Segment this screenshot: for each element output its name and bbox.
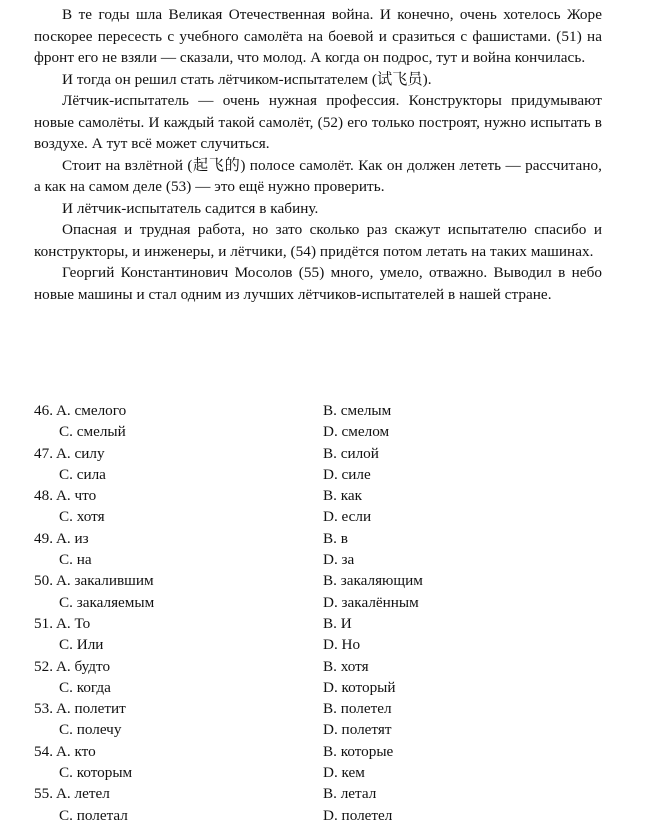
passage-paragraph: Лётчик-испытатель — очень нужная профессия. Конструкторы придумывают новые самолёты. И каждый такой самолёт, (52) его только построят, нужно испытать в воздухе. А тут всё может случиться.: [34, 92, 602, 152]
passage-paragraph: Георгий Константинович Мосолов (55) много, умело, отважно. Выводил в небо новые машины и стал одним из лучших лётчиков-испытателей в нашей стране.: [34, 264, 602, 303]
passage-paragraph: Стоит на взлётной (起飞的) полосе самолёт. Как он должен лететь — рассчитано, а как на самом деле (53) — это ещё нужно проверить.: [34, 156, 602, 195]
question-row: [34, 741, 602, 762]
option-d: D. полетел: [323, 806, 393, 824]
option-c: C. которым: [59, 764, 133, 782]
passage-paragraph: И тогда он решил стать лётчиком-испытателем (试飞员).: [62, 70, 432, 88]
question-row: [34, 677, 602, 698]
option-d: D. если: [323, 508, 372, 526]
option-c: C. когда: [59, 678, 111, 696]
question-row: [34, 805, 602, 826]
question-row: [34, 719, 602, 740]
answer-options-list: [34, 400, 602, 826]
option-b: B. в: [323, 529, 348, 547]
question-row: [34, 506, 602, 527]
question-row: [34, 443, 602, 464]
option-d: D. закалённым: [323, 593, 419, 611]
option-a: 46. A. смелого: [34, 402, 127, 419]
option-a: 55. A. летел: [34, 785, 110, 803]
passage-paragraph: В те годы шла Великая Отечественная война. И конечно, очень хотелось Жоре поскорее пересесть с учебного самолёта на боевой и сразиться с фашистами. (51) на фронт его не взяли — сказали, что молод. А когда он подрос, тут и война кончилась.: [34, 6, 602, 66]
option-b: B. И: [323, 614, 352, 632]
option-c: C. хотя: [59, 508, 105, 526]
option-a: 54. A. кто: [34, 742, 96, 760]
question-row: [34, 421, 602, 442]
passage-paragraph: Опасная и трудная работа, но зато сколько раз скажут испытателю спасибо и конструкторы, и инженеры, и лётчики, (54) придётся потом летать на таких машинах.: [34, 221, 602, 260]
option-b: B. силой: [323, 444, 379, 462]
question-row: [34, 656, 602, 677]
option-a: 48. A. что: [34, 487, 97, 505]
question-row: [34, 613, 602, 634]
option-b: B. летал: [323, 785, 377, 803]
question-row: [34, 592, 602, 613]
option-a: 51. A. То: [34, 614, 91, 632]
option-d: D. кем: [323, 764, 365, 782]
passage-paragraph: И лётчик-испытатель садится в кабину.: [62, 199, 319, 217]
option-b: B. полетел: [323, 700, 392, 718]
option-c: C. закаляемым: [59, 593, 155, 611]
option-c: C. Или: [59, 636, 104, 654]
question-row: [34, 570, 602, 591]
option-d: D. за: [323, 551, 355, 569]
option-d: D. полетят: [323, 721, 392, 739]
option-b: B. смелым: [323, 402, 392, 419]
option-b: B. которые: [323, 742, 394, 760]
option-c: C. полечу: [59, 721, 122, 739]
option-b: B. закаляющим: [323, 572, 423, 590]
question-row: [34, 528, 602, 549]
option-b: B. как: [323, 487, 362, 505]
option-a: 52. A. будто: [34, 657, 111, 675]
option-c: C. смелый: [59, 423, 126, 441]
option-a: 49. A. из: [34, 529, 89, 547]
option-d: D. смелом: [323, 423, 390, 441]
option-c: C. сила: [59, 465, 106, 483]
option-d: D. который: [323, 678, 396, 696]
option-d: D. Но: [323, 636, 361, 654]
reading-passage: [34, 4, 602, 305]
question-row: [34, 485, 602, 506]
question-row: [34, 634, 602, 655]
question-row: [34, 783, 602, 804]
question-row: [34, 698, 602, 719]
question-row: [34, 400, 602, 421]
question-row: [34, 464, 602, 485]
option-c: C. на: [59, 551, 92, 569]
question-row: [34, 762, 602, 783]
option-d: D. силе: [323, 465, 371, 483]
option-a: 53. A. полетит: [34, 700, 126, 718]
option-c: C. полетал: [59, 806, 128, 824]
option-a: 50. A. закалившим: [34, 572, 154, 590]
option-b: B. хотя: [323, 657, 369, 675]
question-row: [34, 549, 602, 570]
option-a: 47. A. силу: [34, 444, 105, 462]
